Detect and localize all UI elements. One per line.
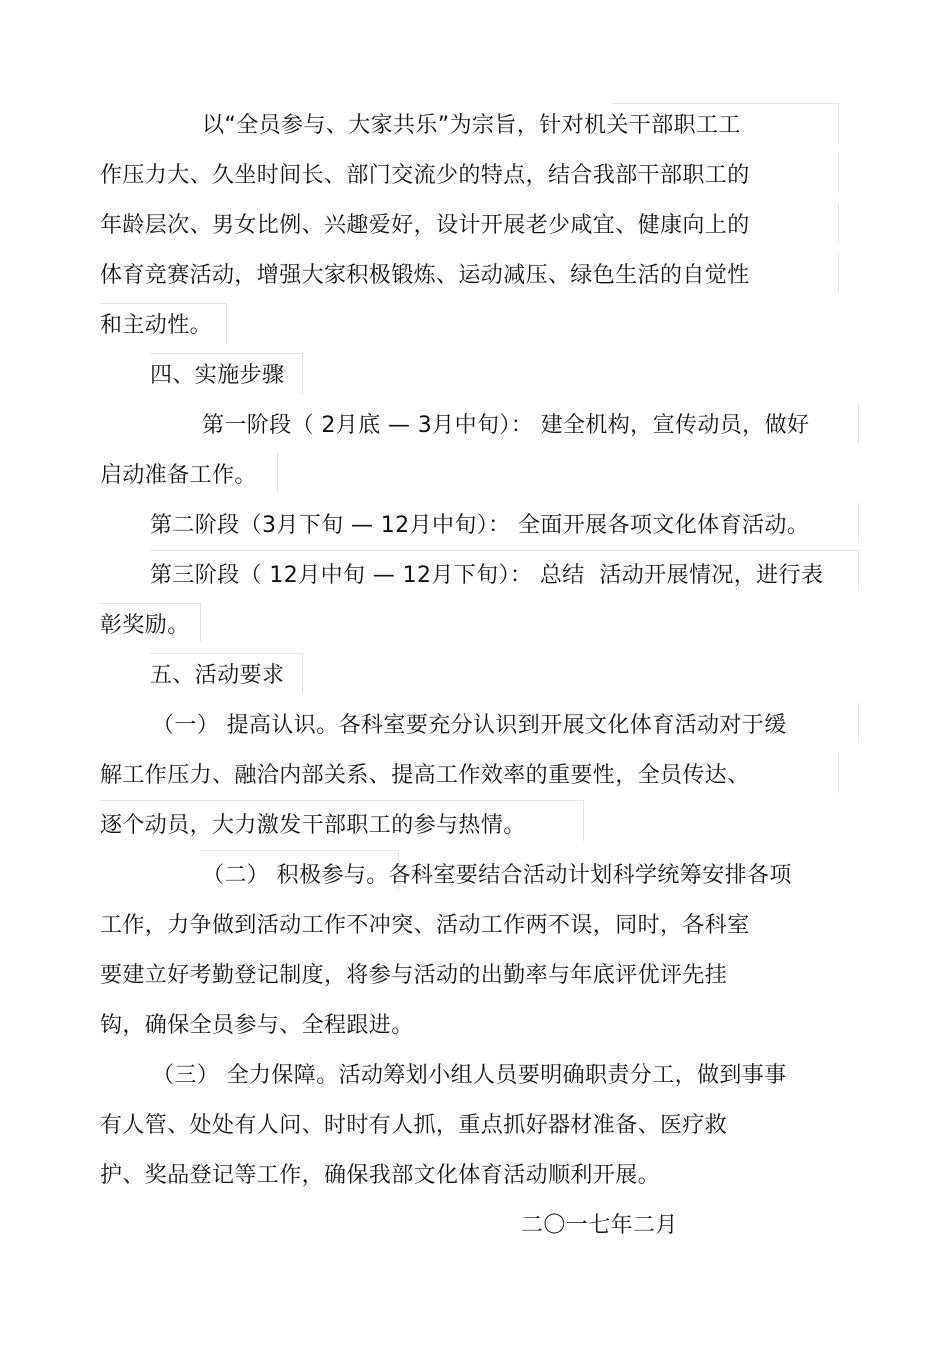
- paragraph-line: 作压力大、久坐时间长、部门交流少的特点，结合我部干部职工的: [100, 163, 750, 188]
- paragraph-line: 和主动性。: [100, 313, 213, 338]
- section-heading: 五、活动要求: [150, 663, 285, 688]
- paragraph-line: （二） 积极参与。各科室要结合活动计划科学统筹安排各项: [202, 863, 792, 888]
- paragraph-line: 工作，力争做到活动工作不冲突、活动工作两不误，同时，各科室: [100, 913, 750, 938]
- paragraph-line: 第三阶段（ 12月中旬 — 12月下旬）： 总结 活动开展情况，进行表: [150, 563, 824, 588]
- paragraph-line: 以“全员参与、大家共乐”为宗旨，针对机关干部职工工: [202, 113, 741, 138]
- paragraph-line: 年龄层次、男女比例、兴趣爱好，设计开展老少咸宜、健康向上的: [100, 213, 750, 238]
- paragraph-line: 启动准备工作。: [100, 463, 257, 488]
- document-date: 二〇一七年二月: [521, 1213, 678, 1238]
- paragraph-line: 护、奖品登记等工作，确保我部文化体育活动顺利开展。: [100, 1163, 661, 1188]
- paragraph-line: 第二阶段（3月下旬 — 12月中旬）： 全面开展各项文化体育活动。: [150, 513, 810, 538]
- paragraph-line: （三） 全力保障。活动筹划小组人员要明确职责分工，做到事事: [152, 1063, 787, 1088]
- paragraph-line: 体育竞赛活动，增强大家积极锻炼、运动减压、绿色生活的自觉性: [100, 263, 750, 288]
- paragraph-line: 逐个动员，大力激发干部职工的参与热情。: [100, 813, 526, 838]
- paragraph-line: 钩，确保全员参与、全程跟进。: [100, 1013, 414, 1038]
- section-heading: 四、实施步骤: [150, 363, 285, 388]
- paragraph-line: 要建立好考勤登记制度，将参与活动的出勤率与年底评优评先挂: [100, 963, 728, 988]
- paragraph-line: 彰奖励。: [100, 613, 190, 638]
- paragraph-line: （一） 提高认识。各科室要充分认识到开展文化体育活动对于缓: [152, 713, 787, 738]
- paragraph-line: 有人管、处处有人问、时时有人抓，重点抓好器材准备、医疗救: [100, 1113, 728, 1138]
- paragraph-line: 第一阶段（ 2月底 — 3月中旬）： 建全机构，宣传动员，做好: [202, 413, 810, 438]
- paragraph-line: 解工作压力、融洽内部关系、提高工作效率的重要性，全员传达、: [100, 763, 750, 788]
